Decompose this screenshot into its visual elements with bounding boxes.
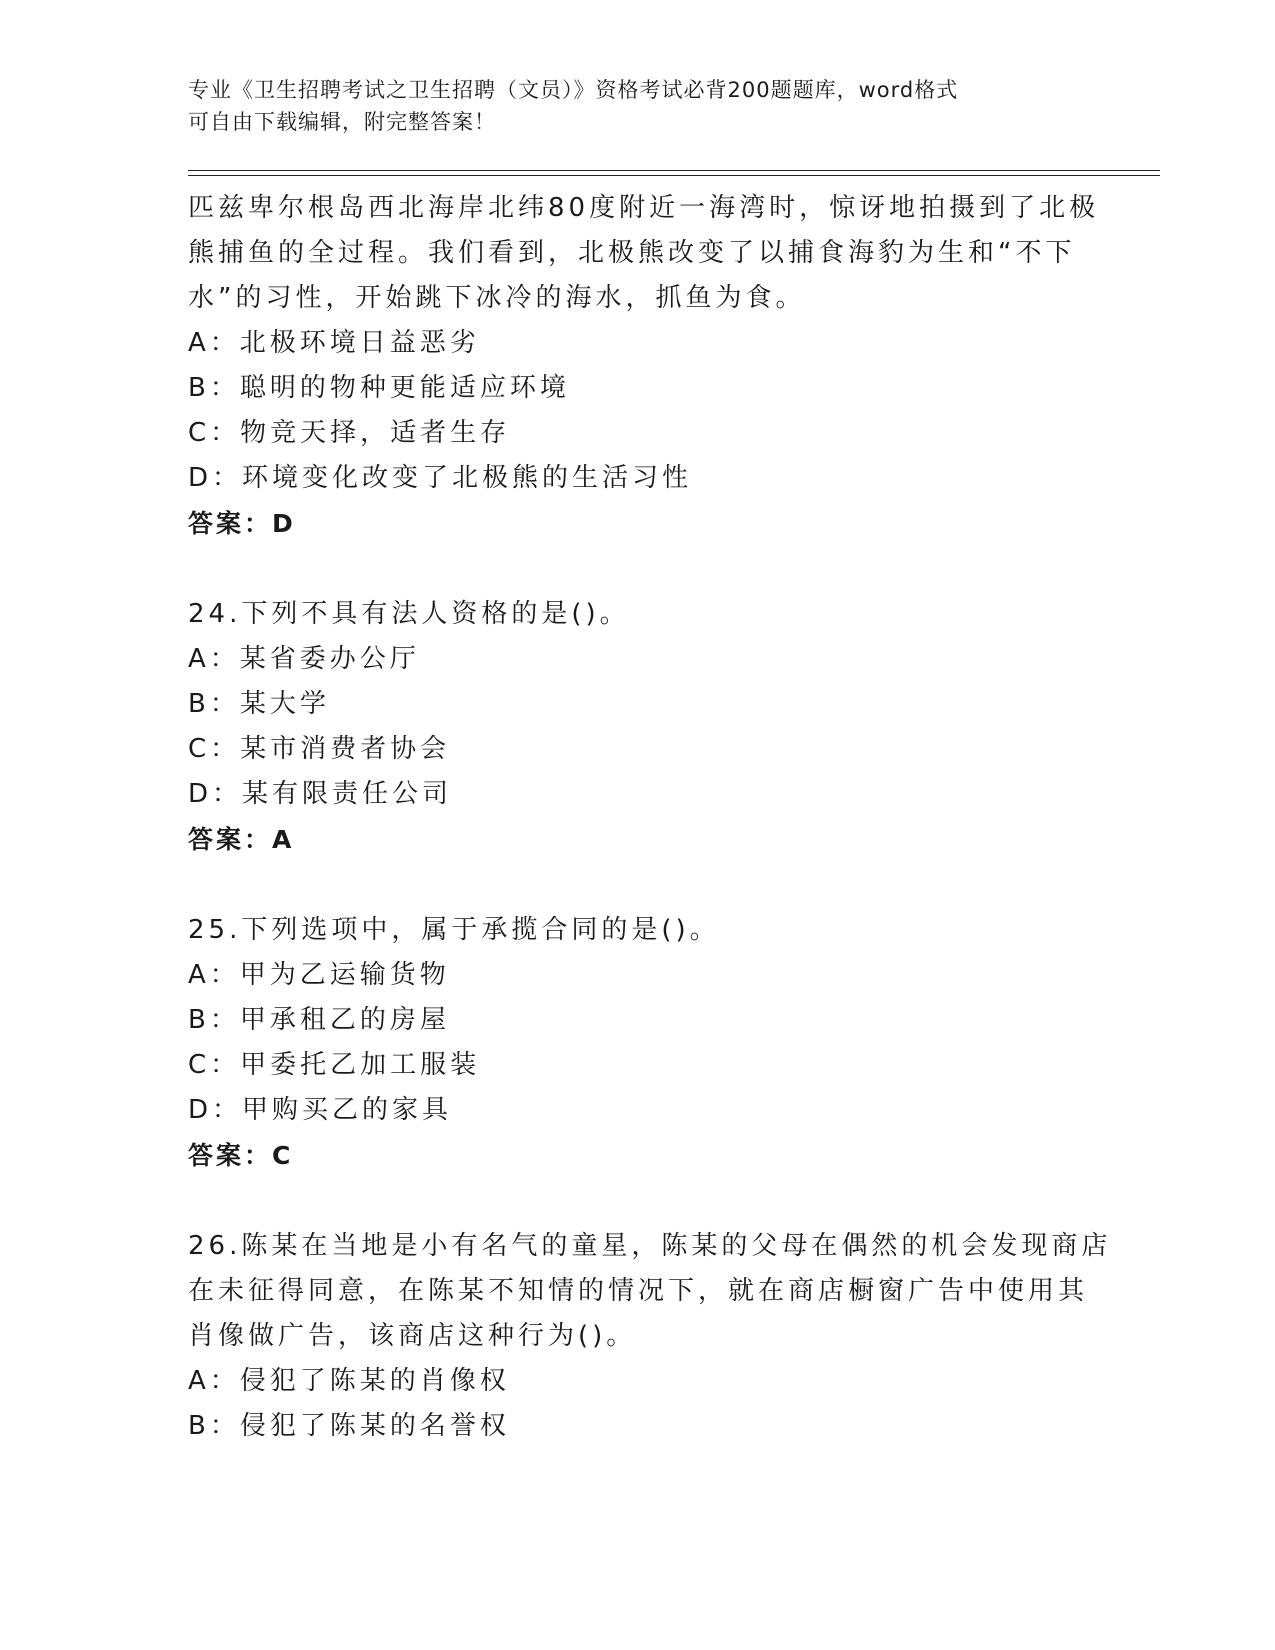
question-text-line: 25.下列选项中，属于承揽合同的是()。 <box>188 915 720 945</box>
option-c: C：甲委托乙加工服装 <box>188 1050 481 1080</box>
spacer <box>188 1178 1088 1224</box>
answer-label: 答案：C <box>188 1141 294 1170</box>
document-header <box>188 74 1088 138</box>
question-text-line: 熊捕鱼的全过程。我们看到，北极熊改变了以捕食海豹为生和“不下 <box>188 238 1076 268</box>
question-block-26 <box>188 1224 1112 1449</box>
option-a: A：某省委办公厅 <box>188 644 420 674</box>
option-d: D：甲购买乙的家具 <box>188 1095 453 1125</box>
option-d: D：环境变化改变了北极熊的生活习性 <box>188 463 693 493</box>
header-line-1: 专业《卫生招聘考试之卫生招聘（文员）》资格考试必背200题题库，word格式 <box>188 78 959 102</box>
option-a: A：北极环境日益恶劣 <box>188 328 480 358</box>
question-text-line: 24.下列不具有法人资格的是()。 <box>188 599 630 629</box>
option-b: B：侵犯了陈某的名誉权 <box>188 1411 510 1441</box>
question-block-24 <box>188 592 1088 862</box>
header-line-2: 可自由下载编辑，附完整答案！ <box>188 110 496 134</box>
option-c: C：某市消费者协会 <box>188 734 451 764</box>
question-block-25 <box>188 908 1088 1178</box>
question-list <box>188 186 1112 1449</box>
question-text-line: 在未征得同意，在陈某不知情的情况下，就在商店橱窗广告中使用其 <box>188 1276 1089 1306</box>
answer-label: 答案：A <box>188 825 295 854</box>
question-block-23 <box>188 186 1100 546</box>
question-text-line: 匹兹卑尔根岛西北海岸北纬80度附近一海湾时，惊讶地拍摄到了北极 <box>188 193 1100 223</box>
header-divider-bottom <box>188 175 1160 176</box>
option-b: B：聪明的物种更能适应环境 <box>188 373 570 403</box>
option-b: B：某大学 <box>188 689 330 719</box>
answer-label: 答案：D <box>188 509 296 538</box>
question-text-line: 肖像做广告，该商店这种行为()。 <box>188 1321 637 1351</box>
option-c: C：物竞天择，适者生存 <box>188 418 511 448</box>
question-text-line: 水”的习性，开始跳下冰冷的海水，抓鱼为食。 <box>188 283 806 313</box>
option-b: B：甲承租乙的房屋 <box>188 1005 450 1035</box>
option-d: D：某有限责任公司 <box>188 779 453 809</box>
option-a: A：侵犯了陈某的肖像权 <box>188 1366 510 1396</box>
option-a: A：甲为乙运输货物 <box>188 960 450 990</box>
spacer <box>188 546 1088 592</box>
header-divider-top <box>188 170 1160 171</box>
spacer <box>188 862 1088 908</box>
question-text-line: 26.陈某在当地是小有名气的童星，陈某的父母在偶然的机会发现商店 <box>188 1231 1112 1261</box>
